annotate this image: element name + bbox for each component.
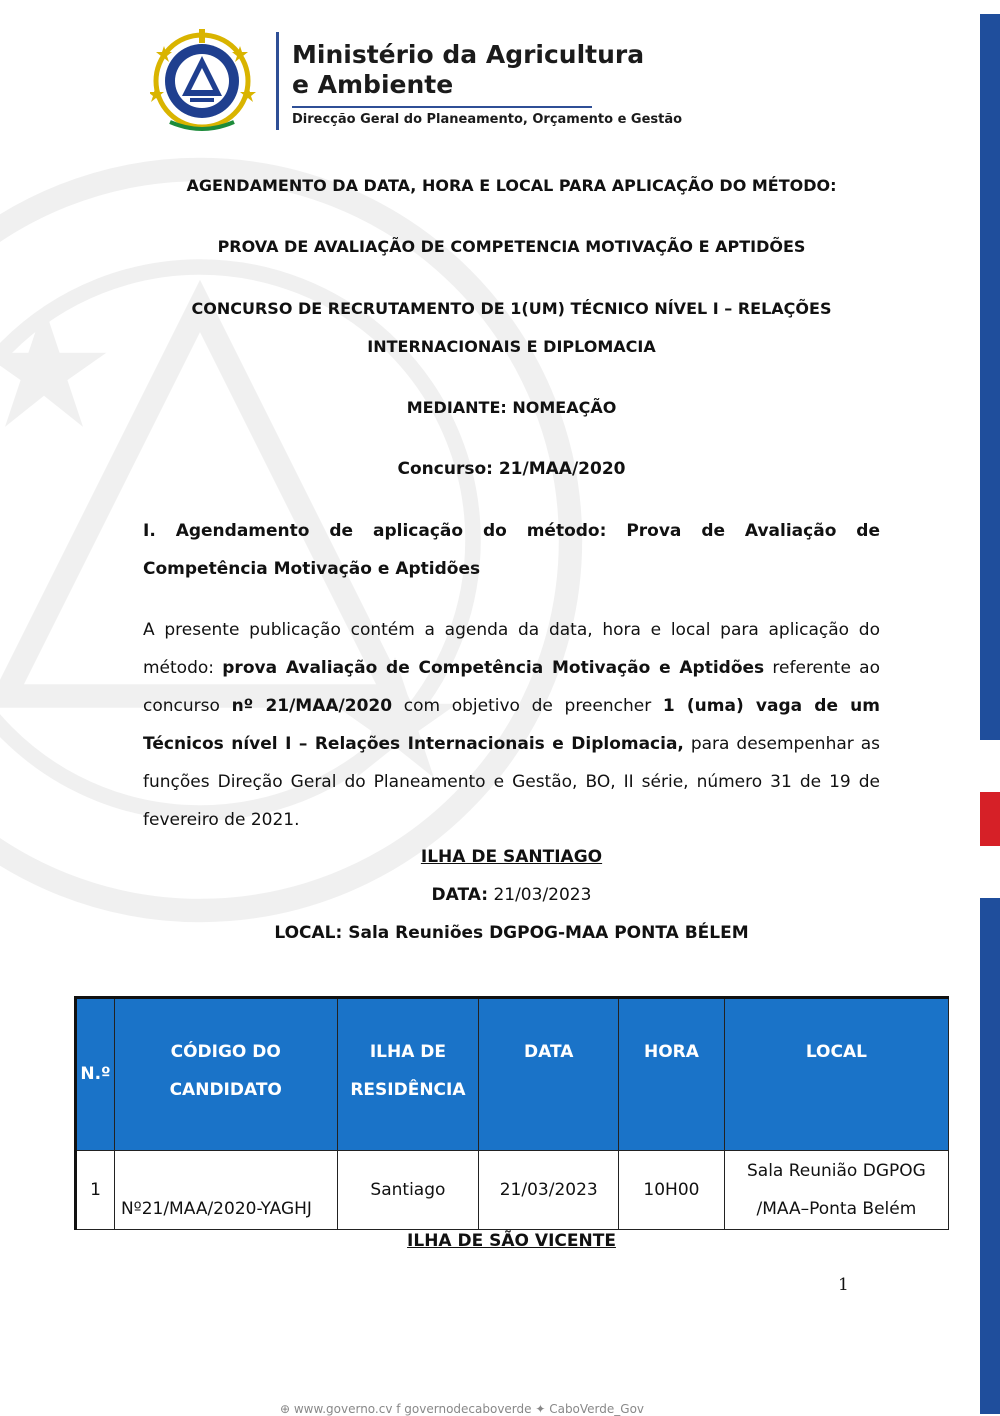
schedule-table [74, 996, 949, 1230]
sao-vicente-title: ILHA DE SÃO VICENTE [407, 1231, 616, 1251]
page-number: 1 [838, 1275, 849, 1295]
title-concurso-line2: INTERNACIONAIS E DIPLOMACIA [367, 337, 656, 356]
ministry-name-line1: Ministério da Agricultura [292, 40, 645, 69]
section-heading: I. Agendamento de aplicação do método: Prova de Avaliação de Competência Motivação e Aptidões [143, 521, 880, 579]
right-edge-bar-top [980, 14, 1000, 740]
paragraph-bold-3: 1 (uma) vaga de um Técnicos nível I – Relações Internacionais e Diplomacia, [143, 696, 880, 754]
title-concurso-line1: CONCURSO DE RECRUTAMENTO DE 1(UM) TÉCNICO NÍVEL I – RELAÇÕES [191, 299, 832, 318]
title-concurso-recrutamento [143, 290, 880, 366]
title-mediante: MEDIANTE: NOMEAÇÃO [406, 398, 617, 417]
title-prova: PROVA DE AVALIAÇÃO DE COMPETENCIA MOTIVAÇÃO E APTIDÕES [217, 237, 806, 256]
footer-social-links: ⊕ www.governo.cv f governodecaboverde ✦ CaboVerde_Gov [280, 1402, 645, 1416]
ministry-name [292, 40, 644, 100]
cabo-verde-seal-logo [150, 26, 265, 136]
paragraph-text-1: A presente publicação contém a agenda da data, hora e local para aplicação do método: [143, 620, 880, 678]
header-ilha-residencia: ILHA DE RESIDÊNCIA [337, 998, 479, 1151]
directorate-name: Direcção Geral do Planeamento, Orçamento e Gestão [292, 112, 683, 127]
ministry-header [150, 26, 683, 136]
paragraph-text-3: com objetivo de preencher [392, 696, 663, 716]
paragraph-text-2: referente ao concurso [143, 658, 880, 716]
santiago-date [143, 876, 880, 914]
santiago-block [143, 838, 880, 952]
cell-hora: 10H00 [619, 1151, 725, 1230]
santiago-local: LOCAL: Sala Reuniões DGPOG-MAA PONTA BÉLEM [274, 923, 749, 943]
body-paragraph [143, 611, 880, 839]
title-agendamento: AGENDAMENTO DA DATA, HORA E LOCAL PARA APLICAÇÃO DO MÉTODO: [186, 176, 837, 195]
santiago-date-value: 21/03/2023 [488, 885, 592, 905]
table-row [76, 1151, 949, 1230]
paragraph-bold-2: nº 21/MAA/2020 [231, 696, 393, 716]
cell-numero: 1 [76, 1151, 115, 1230]
cell-codigo-candidato: Nº21/MAA/2020-YAGHJ [114, 1151, 337, 1230]
cell-local: Sala Reunião DGPOG /MAA–Ponta Belém [724, 1151, 948, 1230]
header-hora: HORA [619, 998, 725, 1151]
paragraph-bold-1: prova Avaliação de Competência Motivação e Aptidões [222, 658, 765, 678]
paragraph-text-4: para desempenhar as funções Direção Geral do Planeamento e Gestão, BO, II série, número 31 de 19 de fevereiro de 2021. [143, 734, 880, 830]
header-local: LOCAL [724, 998, 948, 1151]
santiago-title: ILHA DE SANTIAGO [420, 847, 603, 867]
right-edge-bar-bottom [980, 898, 1000, 1414]
right-edge-bar-red [980, 792, 1000, 846]
header-codigo-candidato: CÓDIGO DO CANDIDATO [114, 998, 337, 1151]
header-underline [292, 106, 592, 108]
header-data: DATA [479, 998, 619, 1151]
header-divider [276, 32, 279, 130]
title-concurso-number: Concurso: 21/MAA/2020 [397, 459, 626, 479]
ministry-name-line2: e Ambiente [292, 70, 454, 99]
santiago-date-label: DATA: [431, 885, 489, 905]
header-numero: N.º [76, 998, 115, 1151]
cell-ilha: Santiago [337, 1151, 479, 1230]
table-header-row [76, 998, 949, 1151]
cell-data: 21/03/2023 [479, 1151, 619, 1230]
